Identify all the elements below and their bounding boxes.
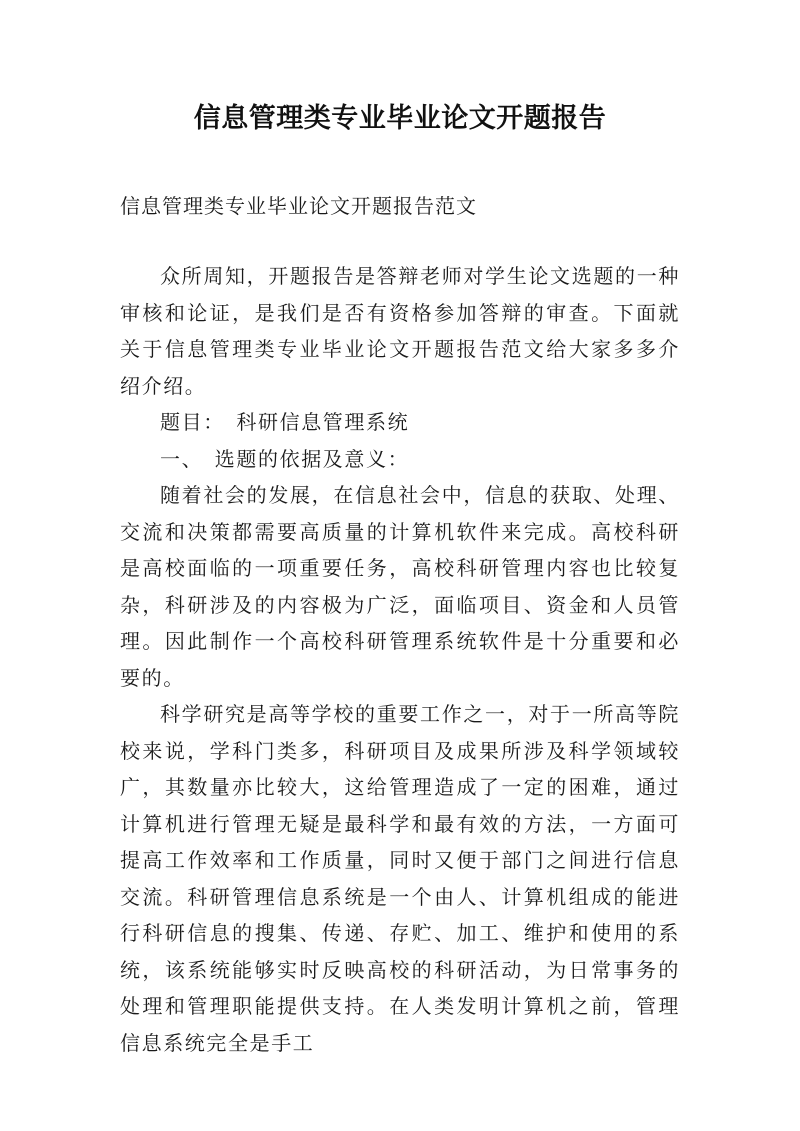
- page-title: 信息管理类专业毕业论文开题报告: [193, 103, 607, 134]
- document-body: [120, 258, 680, 1061]
- document-subtitle: 信息管理类专业毕业论文开题报告范文: [120, 194, 477, 218]
- paragraph-background: 随着社会的发展，在信息社会中，信息的获取、处理、交流和决策都需要高质量的计算机软件来完成。高校科研是高校面临的一项重要任务，高校科研管理内容也比较复杂，科研涉及的内容极为广泛，面临项目、资金和人员管理。因此制作一个高校科研管理系统软件是十分重要和必要的。: [120, 483, 680, 690]
- paragraph-research: 科学研究是高等学校的重要工作之一，对于一所高等院校来说，学科门类多，科研项目及成果所涉及科学领域较广，其数量亦比较大，这给管理造成了一定的困难，通过计算机进行管理无疑是最科学和最有效的方法，一方面可提高工作效率和工作质量，同时又便于部门之间进行信息交流。科研管理信息系统是一个由人、计算机组成的能进行科研信息的搜集、传递、存贮、加工、维护和使用的系统，该系统能够实时反映高校的科研活动，为日常事务的处理和管理职能提供支持。在人类发明计算机之前，管理信息系统完全是手工: [120, 702, 680, 1055]
- section-heading-basis: 一、 选题的依据及意义：: [160, 446, 410, 471]
- paragraph-topic: 题目： 科研信息管理系统: [160, 410, 410, 434]
- paragraph-intro: 众所周知，开题报告是答辩老师对学生论文选题的一种审核和论证，是我们是否有资格参加答辩的审查。下面就关于信息管理类专业毕业论文开题报告范文给大家多多介绍介绍。: [120, 264, 680, 398]
